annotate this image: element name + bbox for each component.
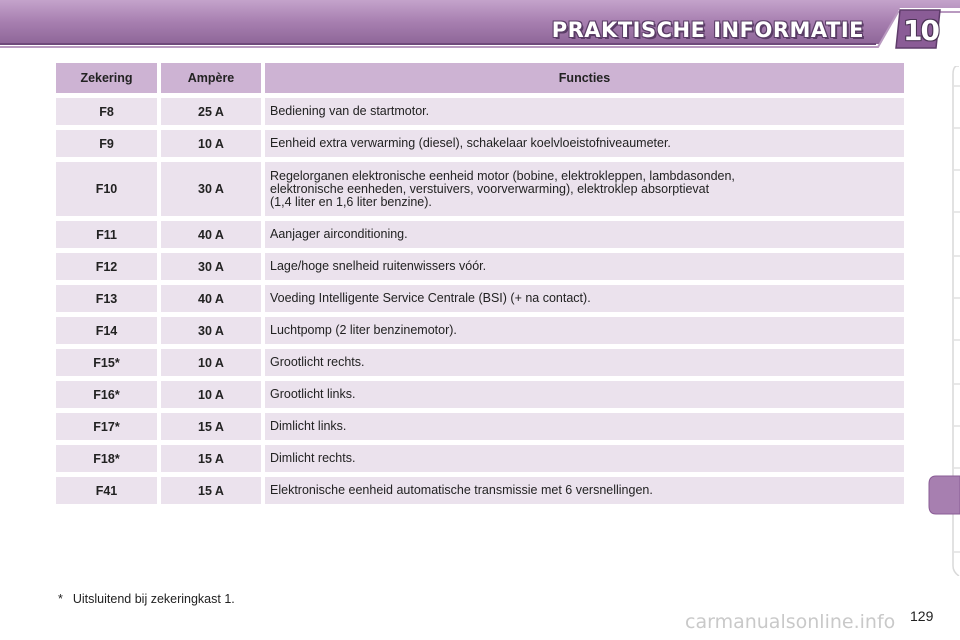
ampere-cell: 10 A	[161, 381, 261, 408]
function-cell: Grootlicht links.	[265, 381, 904, 408]
table-row	[56, 445, 904, 472]
page-header	[0, 0, 960, 50]
fuse-cell: F8	[56, 98, 157, 125]
function-cell: Bediening van de startmotor.	[265, 98, 904, 125]
ampere-cell: 10 A	[161, 349, 261, 376]
function-cell: Voeding Intelligente Service Centrale (BSI) (+ na contact).	[265, 285, 904, 312]
fuse-cell: F41	[56, 477, 157, 504]
function-cell: Luchtpomp (2 liter benzinemotor).	[265, 317, 904, 344]
fuse-cell: F15*	[56, 349, 157, 376]
chapter-tabs	[926, 66, 960, 576]
table-row	[56, 317, 904, 344]
table-row	[56, 349, 904, 376]
ampere-cell: 15 A	[161, 445, 261, 472]
table-row	[56, 221, 904, 248]
function-cell: Lage/hoge snelheid ruitenwissers vóór.	[265, 253, 904, 280]
footnote-marker: *	[58, 592, 63, 606]
footnote-text: Uitsluitend bij zekeringkast 1.	[72, 592, 235, 606]
table-row	[56, 285, 904, 312]
fuse-cell: F16*	[56, 381, 157, 408]
table-header-row	[56, 63, 904, 93]
fuse-cell: F14	[56, 317, 157, 344]
column-header-fuse: Zekering	[56, 63, 157, 93]
ampere-cell: 15 A	[161, 477, 261, 504]
ampere-cell: 10 A	[161, 130, 261, 157]
fuse-cell: F17*	[56, 413, 157, 440]
ampere-cell: 25 A	[161, 98, 261, 125]
table-row	[56, 381, 904, 408]
column-header-ampere: Ampère	[161, 63, 261, 93]
fuse-cell: F18*	[56, 445, 157, 472]
fuse-cell: F9	[56, 130, 157, 157]
function-cell: Aanjager airconditioning.	[265, 221, 904, 248]
function-line: Regelorganen elektronische eenheid motor (bobine, elektrokleppen, lambdasonden,	[270, 168, 735, 183]
function-cell	[265, 162, 904, 216]
ampere-cell: 30 A	[161, 253, 261, 280]
function-cell: Elektronische eenheid automatische transmissie met 6 versnellingen.	[265, 477, 904, 504]
function-cell: Eenheid extra verwarming (diesel), schakelaar koelvloeistofniveaumeter.	[265, 130, 904, 157]
table-row	[56, 130, 904, 157]
fuse-cell: F11	[56, 221, 157, 248]
table-row	[56, 413, 904, 440]
fuse-cell: F12	[56, 253, 157, 280]
fuse-cell: F10	[56, 162, 157, 216]
ampere-cell: 30 A	[161, 162, 261, 216]
ampere-cell: 40 A	[161, 221, 261, 248]
function-cell: Dimlicht links.	[265, 413, 904, 440]
chapter-number-badge: 10	[903, 14, 938, 47]
page-number: 129	[910, 608, 934, 624]
function-cell: Grootlicht rechts.	[265, 349, 904, 376]
column-header-functions: Functies	[265, 63, 904, 93]
function-line: (1,4 liter en 1,6 liter benzine).	[270, 194, 432, 209]
ampere-cell: 30 A	[161, 317, 261, 344]
footnote	[58, 592, 235, 606]
page-title: PRAKTISCHE INFORMATIE	[551, 18, 864, 42]
function-line: elektronische eenheden, verstuivers, voorverwarming), elektroklep absorptievat	[270, 181, 710, 196]
function-cell: Dimlicht rechts.	[265, 445, 904, 472]
ampere-cell: 40 A	[161, 285, 261, 312]
fuse-cell: F13	[56, 285, 157, 312]
watermark: carmanualsonline.info	[685, 611, 896, 633]
table-row	[56, 477, 904, 504]
ampere-cell: 15 A	[161, 413, 261, 440]
table-row	[56, 162, 904, 216]
table-row	[56, 253, 904, 280]
table-row	[56, 98, 904, 125]
